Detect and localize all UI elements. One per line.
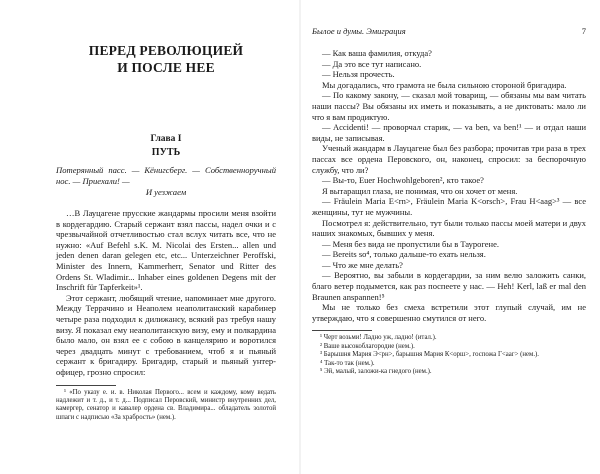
paragraph: Этот сержант, любящий чтение, напоминает мне другого. Между Террачино и Неаполем неаполитанский карабинер четыре раза подходил к дилижансу, всякий раз требуя нашу визу. Я показал ему неаполитанскую визу, ему и полкардина было мало, он взял ее с собою в канцелярию и воротился через двадцать минут с требованием, чтоб я и пьяный сержант к бригадиру. Бригадир, старый и пьяный унтер-офицер, грозно спросил: (56, 292, 276, 377)
paragraph: Мы не только без смеха встретили этот глупый случай, им не утверждаю, что я совершенно смутился от него. (312, 302, 586, 323)
paragraph: — Нельзя прочесть. (322, 69, 395, 80)
footnote: ² Ваше высокоблагородие (нем.). (320, 342, 415, 350)
running-head (312, 26, 586, 38)
paragraph: — Да это все тут написано. (322, 58, 422, 69)
footnote-rule (312, 330, 372, 331)
paragraph: — Accidenti! — проворчал старик, — va ben, va ben!¹ — и отдал наши виды, не записывая. (312, 122, 586, 143)
paragraph: Я вытаращил глаза, не понимая, что он хочет от меня. (322, 185, 518, 196)
paragraph: — Как ваша фамилия, откуда? (322, 48, 432, 58)
paragraph: — Вы-то, Euer Hochwohlgeboren², кто такое? (322, 175, 484, 186)
footnote: ¹ «По указу е. и. в. Николая Первого... всем и каждому, кому ведать надлежит и т. д., и т. д... Подписал Перовский, министр внутренних дел, камергер, сенатор и кавалер ордена св. Владимира... обладатель золотой шпаги с надписью «За храбрость» (нем.). (56, 388, 276, 421)
paragraph: — Что же мне делать? (322, 259, 403, 270)
paragraph: — Вероятно, вы забыли в кордегардии, за ним велю заложить санки, благо ветер подымется, как раз поспеете у нас. — Heh! Kerl, laß er mal den Braunen anspannen!⁵ (312, 270, 586, 302)
paragraph: — Меня без вида не пропустили бы в Таурогене. (322, 238, 499, 249)
left-body-text (56, 208, 276, 378)
footnote-rule (56, 385, 116, 386)
paragraph: — Bereits so⁴, только дальше-то ехать нельзя. (322, 249, 486, 260)
paragraph: — Fräulein Maria E<rn>, Fräulein Maria K<orsch>, Frau H<aag>³ — все женщины, тут не мужчины. (312, 196, 586, 217)
chapter-number: Глава I (150, 134, 182, 144)
paragraph: …В Лауцагене прусские жандармы просили меня взойти в кордегардию. Старый сержант взял пассы, надел очки и с чрезвычайной отчетливостью стал вслух читать все, что не нужно: «Auf Befehl s.K. M. Nicolai des Ersten... allen und jeden denen daran gelegen etc, etc... Unterzeichner Peroffski, Minister des Innern, Kammerherr, Senator und Ritter des Ordens St. Wladimir... Inhaber eines goldenen Degens mit der Inschrift für Tapferkeit»¹. (56, 208, 276, 293)
running-title: Былое и думы. Эмиграция (312, 26, 406, 36)
footnote: ¹ Черт возьми! Ладно уж, ладно! (итал.). (320, 334, 437, 342)
part-title-line: И ПОСЛЕ НЕЕ (117, 60, 215, 75)
footnote: ³ Барышня Мария Э<рн>, барышня Мария К<орш>, госпожа Г<ааг> (нем.). (320, 351, 539, 359)
epigraph-text: Потерянный пасс. — Кёнигсберг. — Собственноручный нос. — Приехали! — (56, 165, 276, 186)
footnote: ⁵ Эй, малый, заложи-ка гнедого (нем.). (320, 368, 432, 376)
paragraph: Ученый жандарм в Лауцагене был без разбора; прочитав три раза в трех пассах все ордена Перовского, он, наконец, спросил: за беспорочную службу, что ли? (312, 143, 586, 175)
page-number: 7 (581, 26, 586, 36)
chapter-title: ПУТЬ (151, 147, 181, 158)
paragraph: Мы догадались, что грамота не была сильною стороной бригадира. (322, 79, 567, 90)
footnote: ⁴ Так-то так (нем.). (320, 359, 375, 367)
chapter-epigraph (56, 165, 276, 198)
footnotes (312, 334, 586, 376)
part-title-line: ПЕРЕД РЕВОЛЮЦИЕЙ (88, 43, 244, 58)
paragraph: — По какому закону, — сказал мой товарищ, — обязаны мы вам читать наши пассы? Вы обязаны их иметь и показывать, а не диктовать: мало ли что я вам продиктую. (312, 90, 586, 122)
paragraph: Посмотрел я: действительно, тут были только пассы моей матери и двух наших знакомых, бывших у меня. (312, 217, 586, 239)
right-body-text (312, 48, 586, 323)
epigraph-last-line: И уезжаем (145, 187, 187, 197)
right-page (300, 0, 600, 474)
part-title (56, 42, 276, 76)
